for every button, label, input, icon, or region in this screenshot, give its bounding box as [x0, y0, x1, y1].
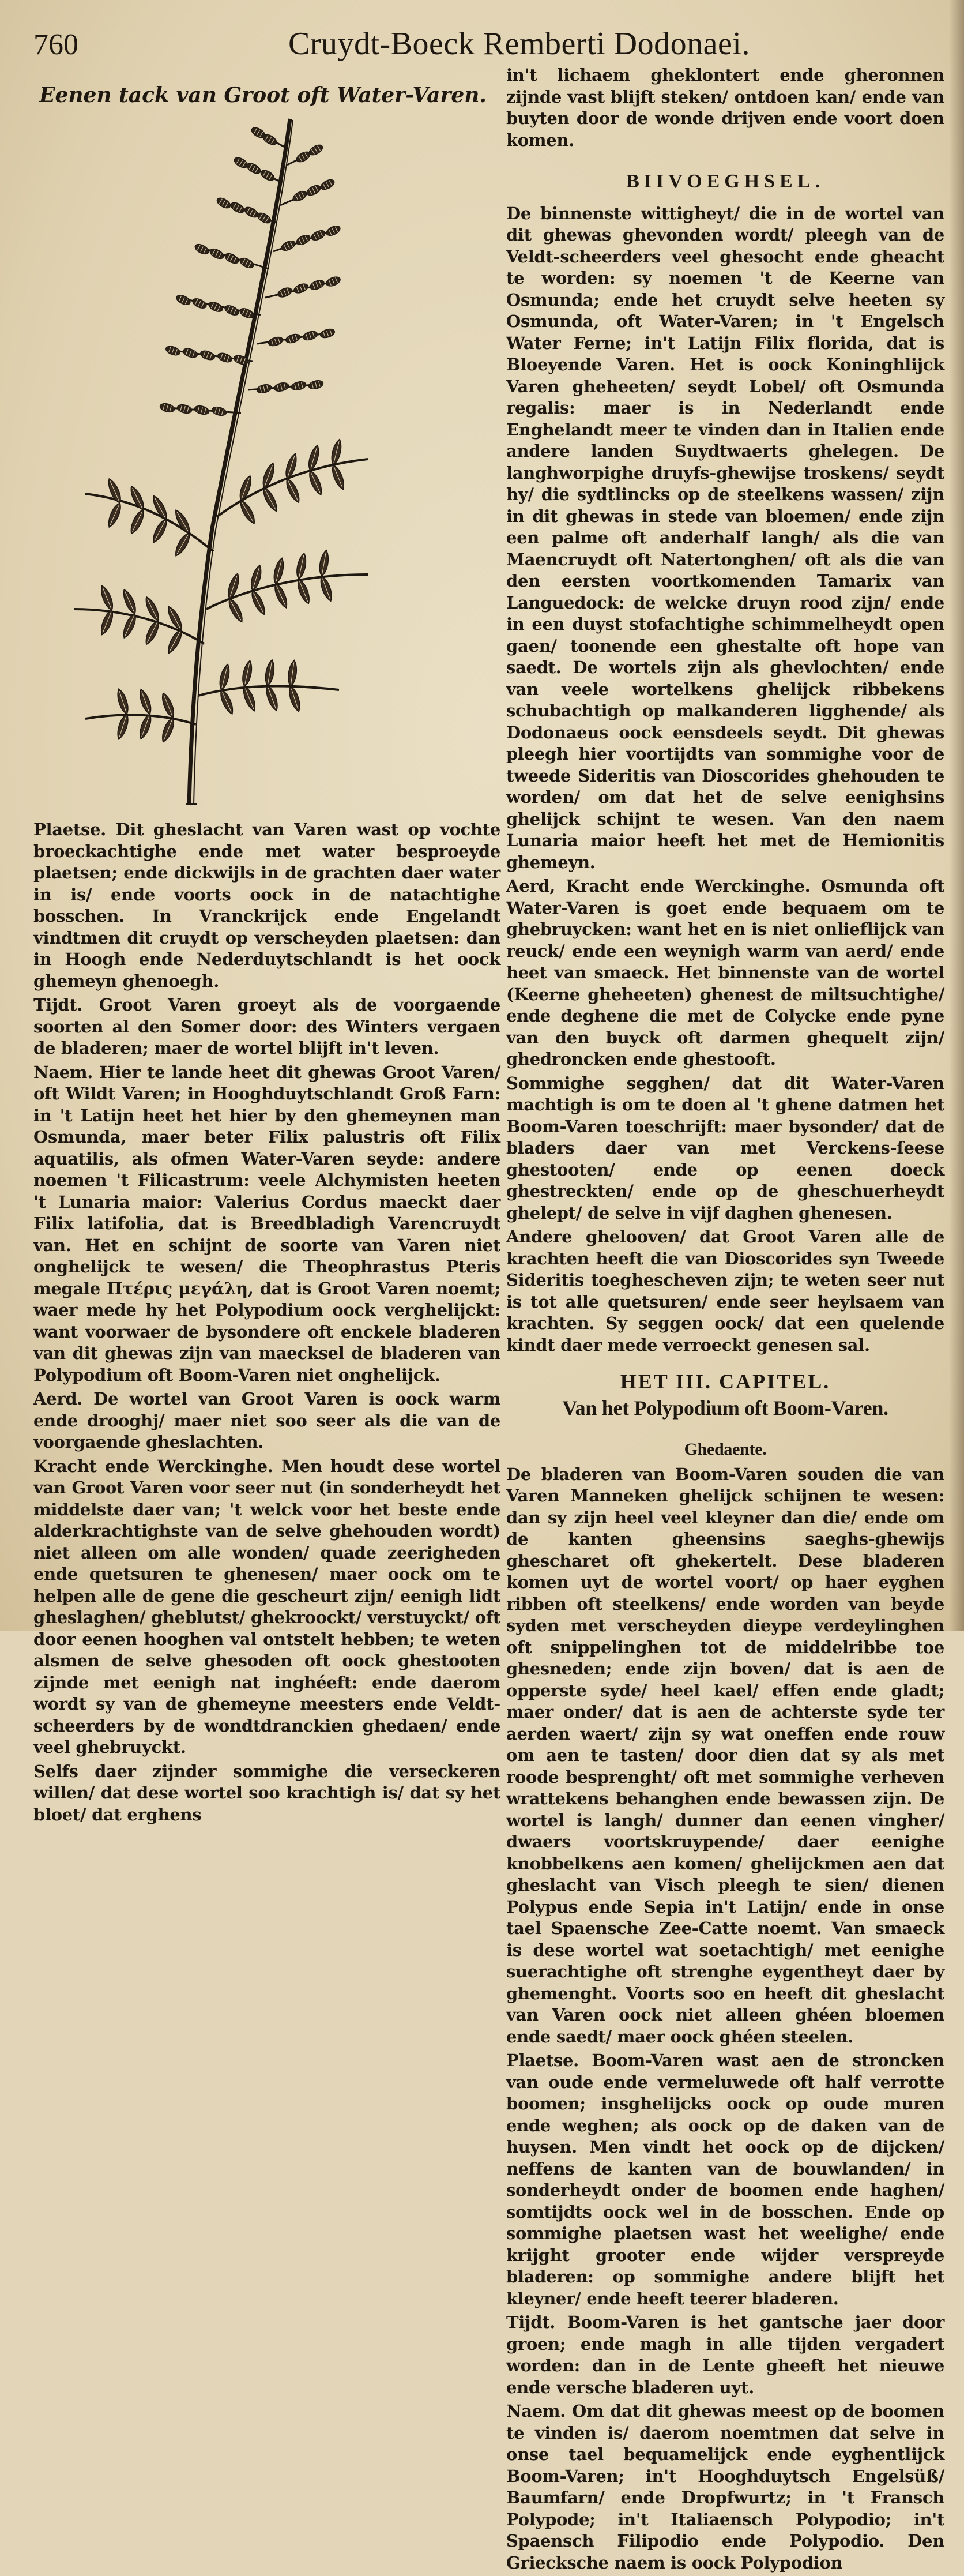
- chapter-title: HET III. CAPITEL.: [620, 1370, 831, 1393]
- paragraph-tijdt-polypodium: Tijdt. Boom-Varen is het gantsche jaer door groen; ende magh in alle tijden vergadert worden: dan in de Lente gheeft het nieuwe ende versche bladeren uyt.: [506, 2312, 944, 2397]
- chapter-subtitle: Van het Polypodium oft Boom-Varen.: [562, 1396, 888, 1420]
- paragraph-bijvoeghsel-4: Andere ghelooven/ dat Groot Varen alle de krachten heeft die van Dioscorides syn Tweede Sideritis toeghescheven zijn; te weten seer nut is tot alle quetsuren/ ende seer heylsaem van krachten. Sy seggen oock/ dat een quelende kindt daer mede verroeckt genesen sal.: [506, 1227, 944, 1355]
- figure-caption: Eenen tack van Groot oft Water-Varen.: [39, 83, 487, 107]
- paragraph-selfs: Selfs daer zijnder sommighe die verseckeren willen/ dat dese wortel soo krachtigh is/ dat sy het bloet/ dat erghens: [33, 1761, 500, 1824]
- paragraph-bijvoeghsel-3: Sommighe segghen/ dat dit Water-Varen machtigh is om te doen al 't ghene datmen het Boom-Varen toeschrijft: maer bysonder/ dat de bladers daer van met Verckens-ſeese ghestooten/ ende op eenen doeck ghestreckten/ ende op de gheschuerheydt ghelept/ de selve in vijf daghen ghenesen.: [506, 1073, 944, 1223]
- subheading-ghedaente: Ghedaente.: [684, 1440, 767, 1459]
- fern-woodcut-illustration: [68, 113, 506, 811]
- paragraph-naem-polypodium: Naem. Om dat dit ghewas meest op de boomen te vinden is/ daerom noemtmen dat selve in onse tael bequamelijck ende eyghentlijck Boom-Varen; in't Hooghduytsch Engelsüß/ Baumfarn/ ende Dropfwurtz; in 't Fransch Polypode; in't Italiaensch Polypodio; in't Spaensch Filipodio ende Polypodio. Den Griecksche naem is oock Polypodion: [506, 2401, 944, 2573]
- paragraph-aerd: Aerd. De wortel van Groot Varen is oock warm ende drooghj/ maer niet soo seer als die van de voorgaende gheslachten.: [33, 1389, 500, 1452]
- left-column-text: [33, 819, 500, 1826]
- section-title-bijvoeghsel: BIIVOEGHSEL.: [626, 171, 824, 192]
- paragraph-plaetse-polypodium: Plaetse. Boom-Varen wast aen de stroncken van oude ende vermeluwede oft half verrotte boomen; insghelijcks oock op oude muren ende weghen; als oock op de daken van de huysen. Men vindt het oock op de dijcken/ neffens de kanten van de bouwlanden/ in sonderheydt onder de boomen ende haghen/ somtijdts oock wel in de bosschen. Ende op sommighe plaetsen wast het weelighe/ ende krijght grooter ende wijder verspreyde bladeren: op sommighe andere blijft het kleyner/ ende heeft teerer bladeren.: [506, 2051, 944, 2308]
- right-column-text: [506, 65, 944, 2574]
- page-number: 760: [33, 28, 78, 61]
- paragraph-plaetse: Plaetse. Dit gheslacht van Varen wast op vochte broeckachtighe ende met water besproeyde plaetsen; ende dickwijls in de grachten daer water in is/ ende voorts oock in de natachtighe bosschen. In Vranckrijck ende Engelandt vindtmen dit cruydt op verscheyden plaetsen: dan in Hoogh ende Nederduytschlandt is het oock ghemeyn ghenoegh.: [33, 820, 500, 991]
- page-edge-shadow: [949, 0, 964, 1631]
- paragraph-tijdt: Tijdt. Groot Varen groeyt als de voorgaende soorten al den Somer door: des Winters vergaen de bladeren; maer de wortel blijft in't leven.: [33, 995, 500, 1058]
- paragraph-kracht: Kracht ende Werckinghe. Men houdt dese wortel van Groot Varen voor seer nut (in sonderheydt het middelste daer van; 't welck voor het beste ende alderkrachtighste van de selve ghehouden wordt) niet alleen om alle wonden/ quade zeerigheden ende quetsuren te ghenesen/ maer oock om te helpen alle de gene die gescheurt zijn/ eenigh lidt gheslaghen/ gheblutst/ ghekroockt/ verstuyckt/ oft door eenen hooghen val ontstelt hebben; te weten alsmen de selve ghesoden oft oock ghestooten zijnde met eenigh nat inghéeft: ende daerom wordt sy van de ghemeyne meesters ende Veldt-scheerders by de wondtdranckien ghedaen/ ende veel ghebruyckt.: [33, 1456, 500, 1757]
- page-header: [0, 22, 964, 68]
- paragraph-naem: Naem. Hier te lande heet dit ghewas Groot Varen/ oft Wildt Varen; in Hooghduytschlandt Groß Farn: in 't Latijn heet het hier by den ghemeynen man Osmunda, maer beter Filix palustris oft Filix aquatilis, als ofmen Water-Varen seyde: andere noemen 't Filicastrum: veele Alchymisten heeten 't Lunaria maior: Valerius Cordus maeckt daer Filix latifolia, dat is Breedbladigh Varencruydt van. Het en schijnt de soorte van Varen niet onghelijck te wesen/ die Theophrastus Pteris megale Πτέρις μεγάλη, dat is Groot Varen noemt; waer mede hy het Polypodium oock verghelijckt: want voorwaer de bysondere oft enckele bladeren van dit ghewas zijn van maecksel de bladeren van Polypodium oft Boom-Varen niet onghelijck.: [33, 1062, 500, 1385]
- paragraph-bijvoeghsel-1: De binnenste wittigheyt/ die in de wortel van dit ghewas ghevonden wordt/ pleegh van de Veldt-scheerders veel ghesocht ende gheacht te worden: sy noemen 't de Keerne van Osmunda; ende het cruydt selve heeten sy Osmunda, oft Water-Varen; in 't Engelsch Water Ferne; in't Latijn Filix florida, dat is Bloeyende Varen. Het is oock Koninghlijck Varen gheheeten/ seydt Lobel/ oft Osmunda regalis: maer is in Nederlandt ende Enghelandt meer te vinden dan in Italien ende andere landen Suydtwaerts ghelegen. De langhworpighe druyfs-ghewijse troskens/ seydt hy/ die sydtlincks op de steelkens wassen/ zijn in dit ghewas in stede van bloemen/ ende zijn een palme oft anderhalf langh/ als die van Maencruydt oft Natertonghen/ oft als die van den eersten voortkomenden Tamarix van Languedock: de welcke druyn rood zijn/ ende in een duyst stofachtighe schimmelheydt open gaen/ toonende een ghestalte oft hope van saedt. De wortels zijn als ghevlochten/ ende van veele wortelkens ghelijck ribbekens schubachtigh op malkanderen ligghende/ als Dodonaeus oock eensdeels seydt. Dit ghewas pleegh hier voortijdts van sommighe voor de tweede Sideritis van Dioscorides ghehouden te worden/ om dat het de selve eenighsins ghelijck schijnt te wesen. Van den naem Lunaria maior heeft het met de Hemionitis ghemeyn.: [506, 203, 944, 872]
- left-column: [33, 75, 500, 1828]
- paragraph-intro: in't lichaem gheklontert ende gheronnen zijnde vast blijft steken/ ontdoen kan/ ende van buyten door de wonde drijven ende voort doen komen.: [506, 65, 944, 150]
- paragraph-bijvoeghsel-2: Aerd, Kracht ende Werckinghe. Osmunda oft Water-Varen is goet ende bequaem om te ghebruycken: want het en is niet onlieflijck van reuck/ ende een weynigh warm van aerd/ ende heet van smaeck. Het binnenste van de wortel (Keerne gheheeten) ghenest de miltsuchtighe/ ende deghene die met de Colycke ende pyne van den buyck oft darmen ghequelt zijn/ ghedroncken ende ghestooft.: [506, 876, 944, 1069]
- right-column: [506, 65, 944, 2576]
- paragraph-ghedaente: De bladeren van Boom-Varen souden die van Varen Manneken ghelijck schijnen te wesen: dan sy zijn heel veel kleyner dan die/ ende om de kanten gheensins saeghs-ghewijs ghescharet oft ghekertelt. Dese bladeren komen uyt de wortel voort/ op haer eyghen ribben oft steelkens/ ende worden van beyde syden met verscheyden dieype verdeylinghen oft snippelinghen tot de middelribbe toe ghesneden; ende zijn boven/ dat is aen de opperste syde/ heel kael/ effen ende gladt; maer onder/ dat is aen de achterste syde ter aerden waert/ zijn sy wat oneffen ende rouw om aen te tasten/ door dien dat sy als met roode besprenght/ oft met sommighe verheven wrattekens behanghen ende bewassen zijn. De wortel is langh/ dunner dan eenen vingher/ dwaers voortskruypende/ daer eenighe knobbelkens aen komen/ ghelijckmen aen dat gheslacht van Visch pleegh te sien/ dienen Polypus ende Sepia in't Latijn/ ende in onse tael Spaensche Zee-Catte noemt. Van smaeck is dese wortel wat soetachtigh/ met eenighe suerachtighe oft strenghe eygentheyt daer by ghemenght. Voorts soo en heeft dit gheslacht van Varen oock niet alleen ghéen bloemen ende saedt/ maer oock ghéen steelen.: [506, 1464, 944, 2046]
- fern-frond-drawing: [68, 113, 506, 811]
- running-title: Cruydt-Boeck Remberti Dodonaei.: [288, 26, 750, 62]
